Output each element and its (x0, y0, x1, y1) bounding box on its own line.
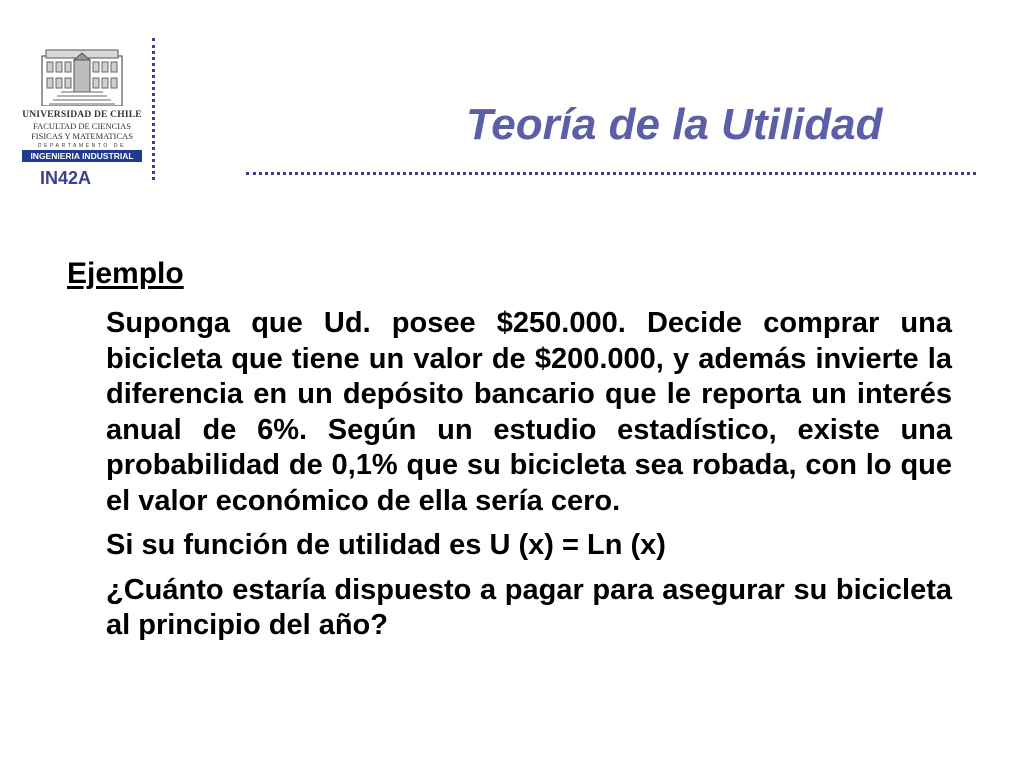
slide-title: Teoría de la Utilidad (466, 100, 883, 149)
horizontal-dotted-divider (246, 172, 976, 175)
faculty-line-2: FISICAS Y MATEMATICAS (31, 131, 133, 141)
university-name: UNIVERSIDAD DE CHILE (22, 110, 142, 120)
faculty-line-1: FACULTAD DE CIENCIAS (32, 121, 132, 131)
department-label: DEPARTAMENTO DE (37, 143, 127, 149)
building-icon (41, 48, 123, 106)
question-paragraph: ¿Cuánto estaría dispuesto a pagar para asegurar su bicicleta al principio del año? (106, 573, 952, 641)
slide-body (106, 306, 952, 653)
vertical-dotted-divider (152, 38, 155, 180)
section-heading: Ejemplo (67, 257, 184, 290)
university-logo (22, 48, 142, 162)
course-code: IN42A (40, 168, 92, 188)
problem-paragraph: Suponga que Ud. posee $250.000. Decide comprar una bicicleta que tiene un valor de $200.000, y además invierte la diferencia en un depósito bancario que le reporta un interés anual de 6%. Según un estudio estadístico, existe una probabilidad de 0,1% que su bicicleta sea robada, con lo que el valor económico de ella sería cero. (106, 307, 952, 517)
utility-function-paragraph: Si su función de utilidad es U (x) = Ln (x) (106, 529, 666, 561)
department-name: INGENIERIA INDUSTRIAL (22, 150, 142, 162)
